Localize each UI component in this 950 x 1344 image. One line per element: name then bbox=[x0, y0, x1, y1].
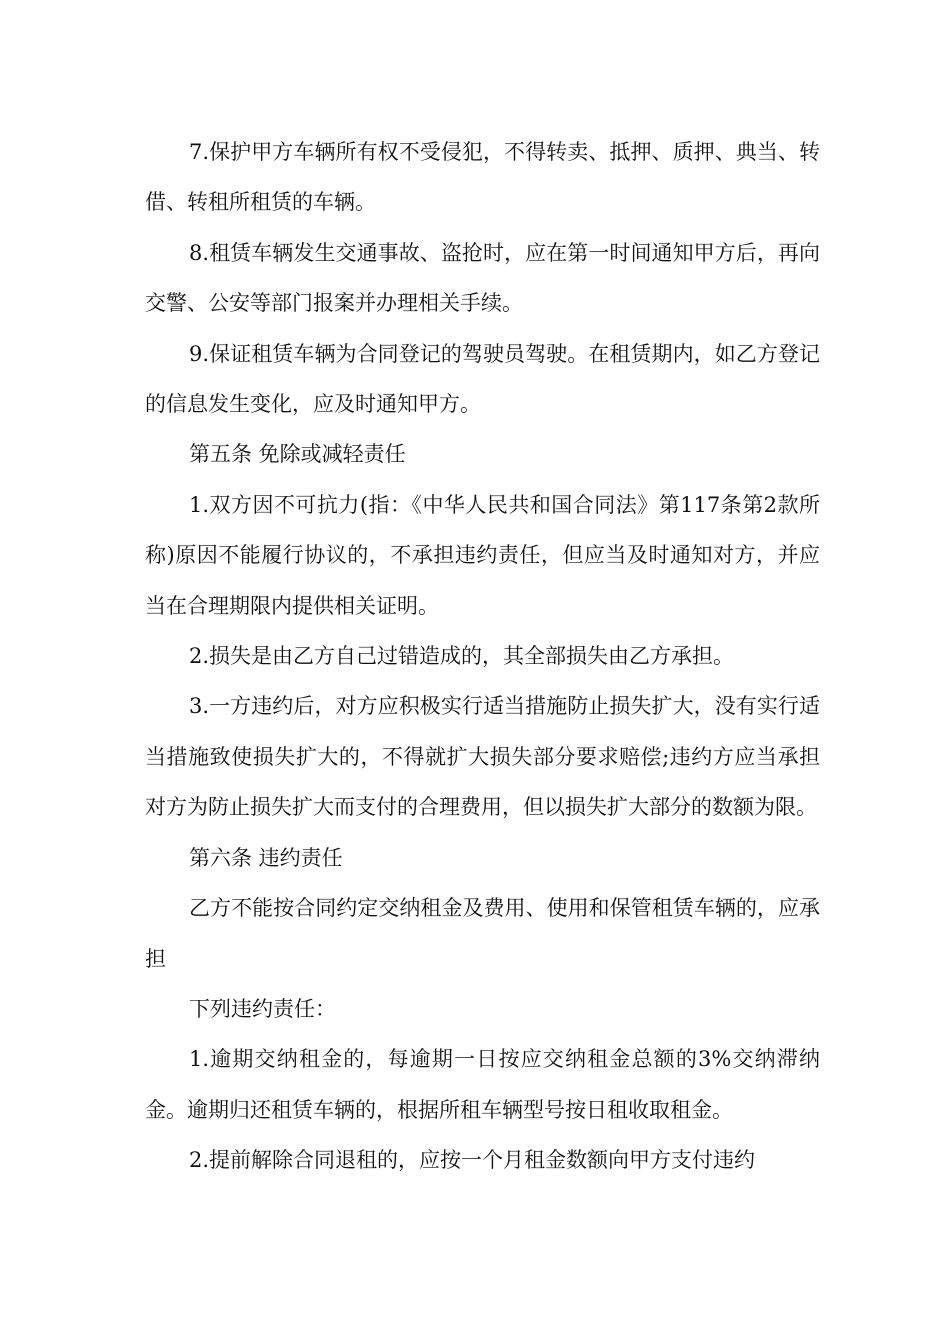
article-6-clause-2-paragraph: 2.提前解除合同退租的，应按一个月租金数额向甲方支付违约 bbox=[189, 1148, 756, 1173]
document-body bbox=[145, 127, 820, 1186]
article-5-clause-1-paragraph: 1.双方因不可抗力(指：《中华人民共和国合同法》第117条第2款所称)原因不能履行协议的，不承担违约责任，但应当及时通知对方，并应当在合理期限内提供相关证明。 bbox=[145, 492, 820, 618]
article-5-clause-3-paragraph: 3.一方违约后，对方应积极实行适当措施防止损失扩大，没有实行适当措施致使损失扩大的，不得就扩大损失部分要求赔偿;违约方应当承担对方为防止损失扩大而支付的合理费用，但以损失扩大部分的数额为限。 bbox=[145, 694, 820, 820]
article-6-clause-1-paragraph: 1.逾期交纳租金的，每逾期一日按应交纳租金总额的3%交纳滞纳金。逾期归还租赁车辆的，根据所租车辆型号按日租收取租金。 bbox=[145, 1047, 820, 1122]
article-5-clause-2-paragraph: 2.损失是由乙方自己过错造成的，其全部损失由乙方承担。 bbox=[189, 644, 735, 669]
article-5-heading: 第五条 免除或减轻责任 bbox=[189, 442, 406, 467]
clause-9-paragraph: 9.保证租赁车辆为合同登记的驾驶员驾驶。在租赁期内，如乙方登记的信息发生变化，应及时通知甲方。 bbox=[145, 341, 820, 417]
clause-8-paragraph: 8.租赁车辆发生交通事故、盗抢时，应在第一时间通知甲方后，再向交警、公安等部门报案并办理相关手续。 bbox=[145, 240, 820, 316]
clause-7-paragraph: 7.保护甲方车辆所有权不受侵犯，不得转卖、抵押、质押、典当、转借、转租所租赁的车辆。 bbox=[145, 140, 820, 215]
article-6-heading: 第六条 违约责任 bbox=[189, 845, 343, 870]
article-6-list-lead: 下列违约责任： bbox=[189, 996, 336, 1021]
article-6-intro-paragraph: 乙方不能按合同约定交纳租金及费用、使用和保管租赁车辆的，应承担 bbox=[145, 896, 820, 971]
